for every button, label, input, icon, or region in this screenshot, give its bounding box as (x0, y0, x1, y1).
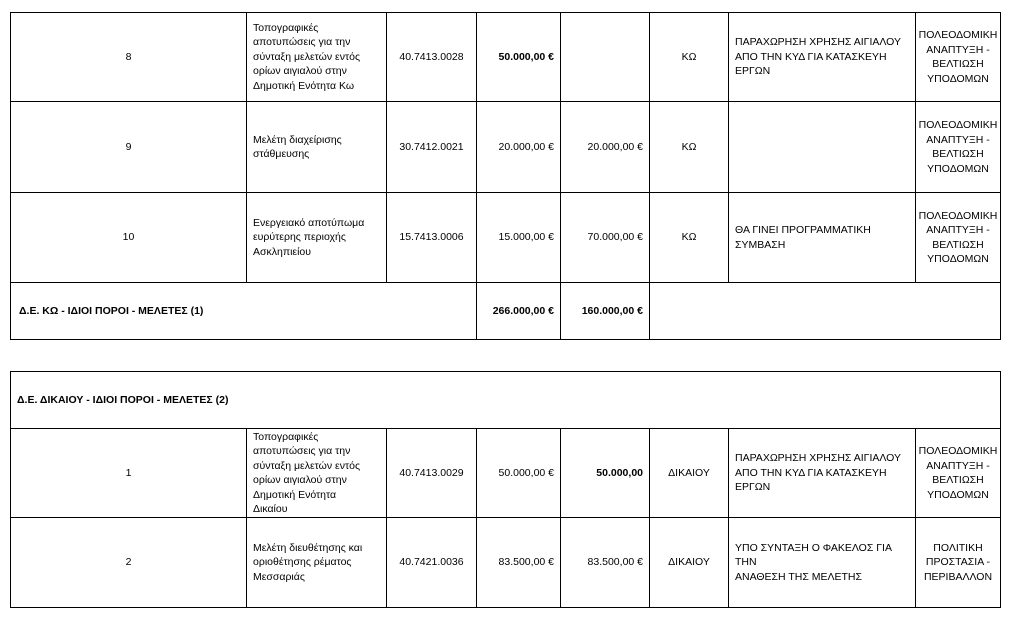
budget-code: 30.7412.0021 (387, 102, 477, 193)
row-number: 1 (11, 429, 247, 518)
amount-1: 15.000,00 € (477, 193, 561, 283)
budget-code: 40.7421.0036 (387, 518, 477, 608)
table-row (11, 429, 1001, 518)
project-description: Ενεργειακό αποτύπωμα ευρύτερης περιοχής Ασκληπιείου (247, 193, 387, 283)
project-description: Μελέτη διαχείρισης στάθμευσης (247, 102, 387, 193)
table-row (11, 13, 1001, 102)
category: ΠΟΛΕΟΔΟΜΙΚΗ ΑΝΑΠΤΥΞΗ - ΒΕΛΤΙΩΣΗ ΥΠΟΔΟΜΩΝ (916, 102, 1001, 193)
amount-1: 50.000,00 € (477, 13, 561, 102)
project-description: Τοπογραφικές αποτυπώσεις για την σύνταξη μελετών εντός ορίων αιγιαλού στην Δημοτική Ενότητα Δικαίου (247, 429, 387, 518)
amount-1: 20.000,00 € (477, 102, 561, 193)
subtotal-row (11, 283, 1001, 340)
area: ΚΩ (650, 102, 729, 193)
budget-code: 40.7413.0029 (387, 429, 477, 518)
area: ΔΙΚΑΙΟΥ (650, 429, 729, 518)
budget-code: 40.7413.0028 (387, 13, 477, 102)
note: ΥΠΟ ΣΥΝΤΑΞΗ Ο ΦΑΚΕΛΟΣ ΓΙΑ ΤΗΝ ΑΝΑΘΕΣΗ ΤΗΣ ΜΕΛΕΤΗΣ (729, 518, 916, 608)
section-header-row (11, 372, 1001, 429)
area: ΚΩ (650, 193, 729, 283)
budget-code: 15.7413.0006 (387, 193, 477, 283)
table-row (11, 193, 1001, 283)
category: ΠΟΛΙΤΙΚΗ ΠΡΟΣΤΑΣΙΑ - ΠΕΡΙΒΑΛΛΟΝ (916, 518, 1001, 608)
amount-2: 83.500,00 € (561, 518, 650, 608)
project-description: Τοπογραφικές αποτυπώσεις για την σύνταξη μελετών εντός ορίων αιγιαλού στην Δημοτική Ενότητα Κω (247, 13, 387, 102)
amount-2: 70.000,00 € (561, 193, 650, 283)
subtotal-empty (650, 283, 1001, 340)
section-title: Δ.Ε. ΔΙΚΑΙΟΥ - ΙΔΙΟΙ ΠΟΡΟΙ - ΜΕΛΕΤΕΣ (2) (11, 372, 1001, 429)
note: ΠΑΡΑΧΩΡΗΣΗ ΧΡΗΣΗΣ ΑΙΓΙΑΛΟΥ ΑΠΟ ΤΗΝ ΚΥΔ ΓΙΑ ΚΑΤΑΣΚΕΥΗ ΕΡΓΩΝ (729, 429, 916, 518)
row-number: 10 (11, 193, 247, 283)
category: ΠΟΛΕΟΔΟΜΙΚΗ ΑΝΑΠΤΥΞΗ - ΒΕΛΤΙΩΣΗ ΥΠΟΔΟΜΩΝ (916, 429, 1001, 518)
area: ΚΩ (650, 13, 729, 102)
amount-2: 20.000,00 € (561, 102, 650, 193)
note: ΠΑΡΑΧΩΡΗΣΗ ΧΡΗΣΗΣ ΑΙΓΙΑΛΟΥ ΑΠΟ ΤΗΝ ΚΥΔ ΓΙΑ ΚΑΤΑΣΚΕΥΗ ΕΡΓΩΝ (729, 13, 916, 102)
subtotal-amount-2: 160.000,00 € (561, 283, 650, 340)
subtotal-label: Δ.Ε. ΚΩ - ΙΔΙΟΙ ΠΟΡΟΙ - ΜΕΛΕΤΕΣ (1) (11, 283, 477, 340)
row-number: 2 (11, 518, 247, 608)
category: ΠΟΛΕΟΔΟΜΙΚΗ ΑΝΑΠΤΥΞΗ - ΒΕΛΤΙΩΣΗ ΥΠΟΔΟΜΩΝ (916, 13, 1001, 102)
row-number: 9 (11, 102, 247, 193)
amount-1: 50.000,00 € (477, 429, 561, 518)
amount-2: 50.000,00 (561, 429, 650, 518)
project-description: Μελέτη διευθέτησης και οριοθέτησης ρέματος Μεσσαριάς (247, 518, 387, 608)
row-number: 8 (11, 13, 247, 102)
budget-table-dikaiou (10, 371, 1001, 608)
category: ΠΟΛΕΟΔΟΜΙΚΗ ΑΝΑΠΤΥΞΗ - ΒΕΛΤΙΩΣΗ ΥΠΟΔΟΜΩΝ (916, 193, 1001, 283)
table-row (11, 102, 1001, 193)
budget-table-kos (10, 12, 1001, 340)
note (729, 102, 916, 193)
subtotal-amount-1: 266.000,00 € (477, 283, 561, 340)
note: ΘΑ ΓΙΝΕΙ ΠΡΟΓΡΑΜΜΑΤΙΚΗ ΣΥΜΒΑΣΗ (729, 193, 916, 283)
table-row (11, 518, 1001, 608)
amount-1: 83.500,00 € (477, 518, 561, 608)
area: ΔΙΚΑΙΟΥ (650, 518, 729, 608)
amount-2 (561, 13, 650, 102)
